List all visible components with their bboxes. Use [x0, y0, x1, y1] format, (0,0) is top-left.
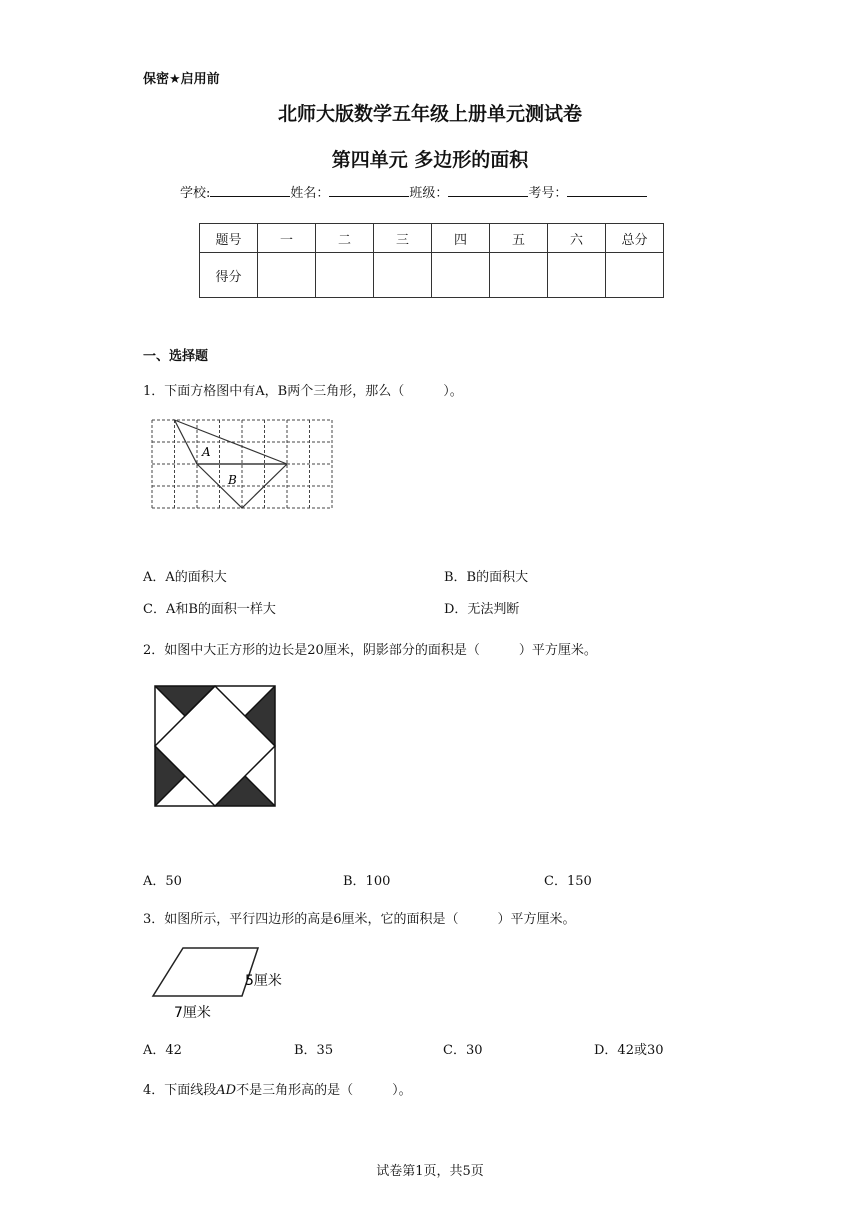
q1-option-a[interactable]: A．A的面积大	[143, 570, 227, 585]
q2-option-a[interactable]: A．50	[143, 874, 182, 889]
score-cell[interactable]	[548, 253, 606, 298]
label-b: B	[228, 473, 237, 487]
score-header-cell: 一	[258, 224, 316, 253]
q2-option-b[interactable]: B．100	[343, 874, 391, 889]
score-table-score-row	[200, 253, 664, 298]
confidential-label: 保密★启用前	[143, 72, 220, 87]
page-subtitle: 第四单元 多边形的面积	[331, 149, 529, 171]
school-label: 学校:	[180, 186, 211, 201]
triangle-lines	[175, 420, 288, 508]
grid-triangles-figure	[150, 418, 335, 513]
q4-text-prefix: 4．下面线段	[143, 1083, 217, 1098]
score-header-cell: 总分	[606, 224, 664, 253]
exam-no-blank[interactable]	[567, 184, 647, 197]
score-header-cell: 题号	[200, 224, 258, 253]
question-2-text: 2．如图中大正方形的边长是20厘米，阴影部分的面积是（ ）平方厘米。	[143, 643, 597, 658]
section-title: 一、选择题	[143, 349, 209, 364]
q3-option-b[interactable]: B．35	[294, 1043, 334, 1058]
score-table-header-row	[200, 224, 664, 253]
square-outline	[155, 686, 275, 806]
class-label: 班级：	[409, 186, 449, 201]
score-header-cell: 六	[548, 224, 606, 253]
q3-option-a[interactable]: A．42	[143, 1043, 182, 1058]
question-4-text	[143, 1079, 412, 1098]
q4-segment-ad: AD	[216, 1083, 237, 1098]
q1-option-c[interactable]: C．A和B的面积一样大	[143, 602, 276, 617]
q3-option-d[interactable]: D．42或30	[594, 1043, 664, 1058]
shaded-square-figure	[155, 686, 275, 806]
question-1-text: 1．下面方格图中有A，B两个三角形，那么（ ）。	[143, 384, 463, 399]
score-cell[interactable]	[606, 253, 664, 298]
name-label: 姓名：	[290, 186, 330, 201]
page-footer: 试卷第1页，共5页	[376, 1164, 484, 1179]
score-cell[interactable]	[316, 253, 374, 298]
score-header-cell: 三	[374, 224, 432, 253]
score-row-label: 得分	[200, 253, 258, 298]
q2-option-c[interactable]: C．150	[544, 874, 592, 889]
parallelogram-figure	[150, 945, 300, 1025]
score-header-cell: 五	[490, 224, 548, 253]
q1-option-d[interactable]: D．无法判断	[444, 602, 520, 617]
score-cell[interactable]	[490, 253, 548, 298]
base-label-7cm: 7厘米	[174, 1005, 211, 1021]
q4-text-suffix: 不是三角形高的是（ ）。	[236, 1083, 412, 1098]
side-label-5cm: 5厘米	[245, 973, 282, 989]
class-blank[interactable]	[448, 184, 528, 197]
score-cell[interactable]	[258, 253, 316, 298]
score-header-cell: 四	[432, 224, 490, 253]
school-blank[interactable]	[210, 184, 290, 197]
score-header-cell: 二	[316, 224, 374, 253]
q3-option-c[interactable]: C．30	[443, 1043, 483, 1058]
score-cell[interactable]	[432, 253, 490, 298]
parallelogram-shape	[153, 948, 258, 996]
score-cell[interactable]	[374, 253, 432, 298]
q1-option-b[interactable]: B．B的面积大	[444, 570, 529, 585]
score-table	[199, 223, 664, 298]
label-a: A	[202, 445, 211, 459]
name-blank[interactable]	[329, 184, 409, 197]
page-title: 北师大版数学五年级上册单元测试卷	[277, 103, 582, 125]
student-info-line	[180, 182, 647, 201]
exam-no-label: 考号：	[528, 186, 568, 201]
question-3-text: 3．如图所示，平行四边形的高是6厘米，它的面积是（ ）平方厘米。	[143, 912, 576, 927]
